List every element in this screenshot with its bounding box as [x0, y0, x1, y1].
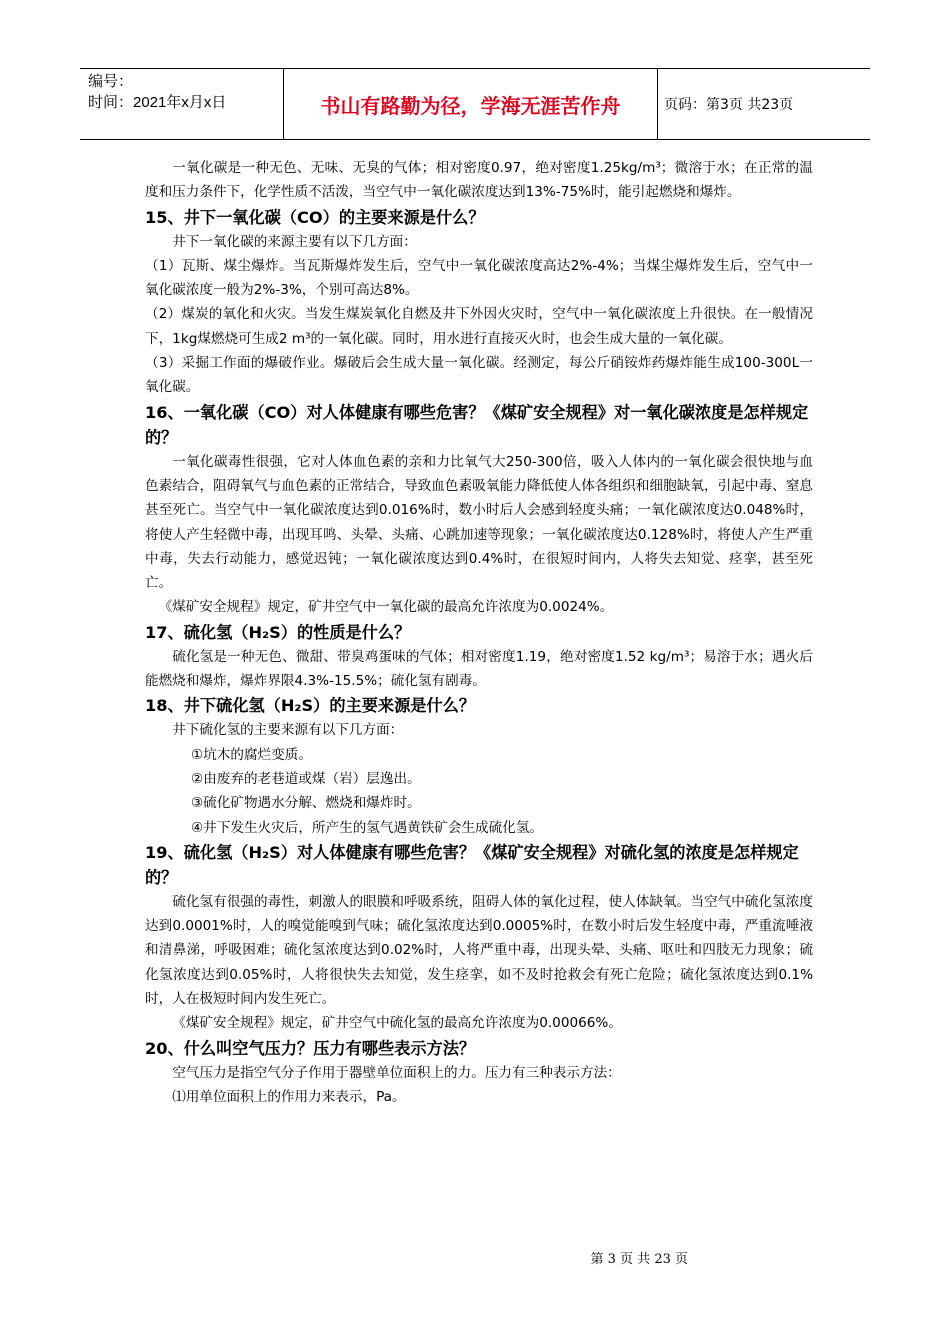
- q15-item-1: （1）瓦斯、煤尘爆炸。当瓦斯爆炸发生后，空气中一氧化碳浓度高达2%-4%；当煤尘爆炸发生后，空气中一氧化碳浓度一般为2%-3%，个别可高达8%。: [145, 257, 813, 299]
- q18-intro: 井下硫化氢的主要来源有以下几方面：: [172, 722, 404, 739]
- q18-list-item: ③硫化矿物遇水分解、燃烧和爆炸时。: [191, 795, 421, 812]
- question-19-heading: 19、硫化氢（H₂S）对人体健康有哪些危害？《煤矿安全规程》对硫化氢的浓度是怎样规定的？: [145, 842, 799, 887]
- header-meta: [80, 69, 284, 139]
- q19-paragraph-2: 《煤矿安全规程》规定，矿井空气中硫化氢的最高允许浓度为0.00066%。: [172, 1015, 622, 1032]
- q18-list-item: ④井下发生火灾后，所产生的氢气遇黄铁矿会生成硫化氢。: [191, 819, 544, 836]
- q17-paragraph: 硫化氢是一种无色、微甜、带臭鸡蛋味的气体；相对密度1.19，绝对密度1.52 kg/m³；易溶于水；遇火后能燃烧和爆炸，爆炸界限4.3%-15.5%；硫化氢有剧毒。: [145, 648, 813, 690]
- q18-list-item: ①坑木的腐烂变质。: [191, 746, 312, 763]
- q16-paragraph-1: 一氧化碳毒性很强，它对人体血色素的亲和力比氧气大250-300倍，吸入人体内的一氧化碳会很快地与血色素结合，阻碍氧气与血色素的正常结合，导致血色素吸氧能力降低使人体各组织和细胞缺氧，引起中毒、窒息甚至死亡。当空气中一氧化碳浓度达到0.016%时，数小时后人会感到轻度头痛；一氧化碳浓度达0.048%时，将使人产生轻微中毒，出现耳鸣、头晕、头痛、心跳加速等现象；一氧化碳浓度达0.128%时，将使人产生严重中毒，失去行动能力，感觉迟钝；一氧化碳浓度达到0.4%时，在很短时间内，人将失去知觉、痉挛，甚至死亡。: [145, 453, 813, 592]
- question-18-heading: 18、井下硫化氢（H₂S）的主要来源是什么？: [145, 696, 476, 716]
- q16-paragraph-2: 《煤矿安全规程》规定，矿井空气中一氧化碳的最高允许浓度为0.0024%。: [158, 599, 614, 616]
- q20-item-1: ⑴用单位面积上的作用力来表示，Pa。: [172, 1088, 406, 1105]
- header-motto: 书山有路勤为径，学海无涯苦作舟: [284, 69, 658, 139]
- question-16-heading: 16、一氧化碳（CO）对人体健康有哪些危害？《煤矿安全规程》对一氧化碳浓度是怎样规定的？: [145, 402, 809, 447]
- question-17-heading: 17、硫化氢（H₂S）的性质是什么？: [145, 622, 411, 642]
- q15-item-2: （2）煤炭的氧化和火灾。当发生煤炭氧化自燃及井下外因火灾时，空气中一氧化碳浓度上升很快。在一般情况下，1kg煤燃烧可生成2 m³的一氧化碳。同时，用水进行直接灭火时，也会生成大量的一氧化碳。: [145, 306, 813, 347]
- page-header: [80, 68, 870, 140]
- q19-paragraph-1: 硫化氢有很强的毒性，刺激人的眼膜和呼吸系统，阻碍人体的氧化过程，使人体缺氧。当空气中硫化氢浓度达到0.0001%时，人的嗅觉能嗅到气味；硫化氢浓度达到0.0005%时，在数小时后发生轻度中毒，严重流唾液和清鼻涕，呼吸困难；硫化氢浓度达到0.02%时，人将严重中毒，出现头晕、头痛、呕吐和四肢无力现象；硫化氢浓度达到0.05%时，人将很快失去知觉，发生痉挛，如不及时抢救会有死亡危险；硫化氢浓度达到0.1%时，人在极短时间内发生死亡。: [145, 893, 813, 1008]
- document-number-label: 编号：: [88, 73, 134, 90]
- q15-item-3: （3）采掘工作面的爆破作业。爆破后会生成大量一氧化碳。经测定，每公斤硝铵炸药爆炸能生成100-300L一氧化碳。: [145, 355, 813, 396]
- q15-intro: 井下一氧化碳的来源主要有以下几方面：: [172, 233, 417, 250]
- q20-intro: 空气压力是指空气分子作用于器壁单位面积上的力。压力有三种表示方法：: [172, 1064, 621, 1081]
- page-footer: 第 3 页 共 23 页: [590, 1252, 688, 1267]
- header-page-info: 页码：第3页 共23页: [664, 97, 794, 113]
- co-properties-paragraph: 一氧化碳是一种无色、无味、无臭的气体；相对密度0.97，绝对密度1.25kg/m³；微溶于水；在正常的温度和压力条件下，化学性质不活泼，当空气中一氧化碳浓度达到13%-75%时，能引起燃烧和爆炸。: [145, 160, 813, 201]
- q18-list-item: ②由废弃的老巷道或煤（岩）层逸出。: [191, 770, 421, 787]
- document-time-label: 时间：2021年x月x日: [88, 94, 227, 111]
- question-15-heading: 15、井下一氧化碳（CO）的主要来源是什么？: [145, 207, 485, 227]
- question-20-heading: 20、什么叫空气压力？压力有哪些表示方法？: [145, 1038, 476, 1058]
- document-body: [145, 156, 813, 1109]
